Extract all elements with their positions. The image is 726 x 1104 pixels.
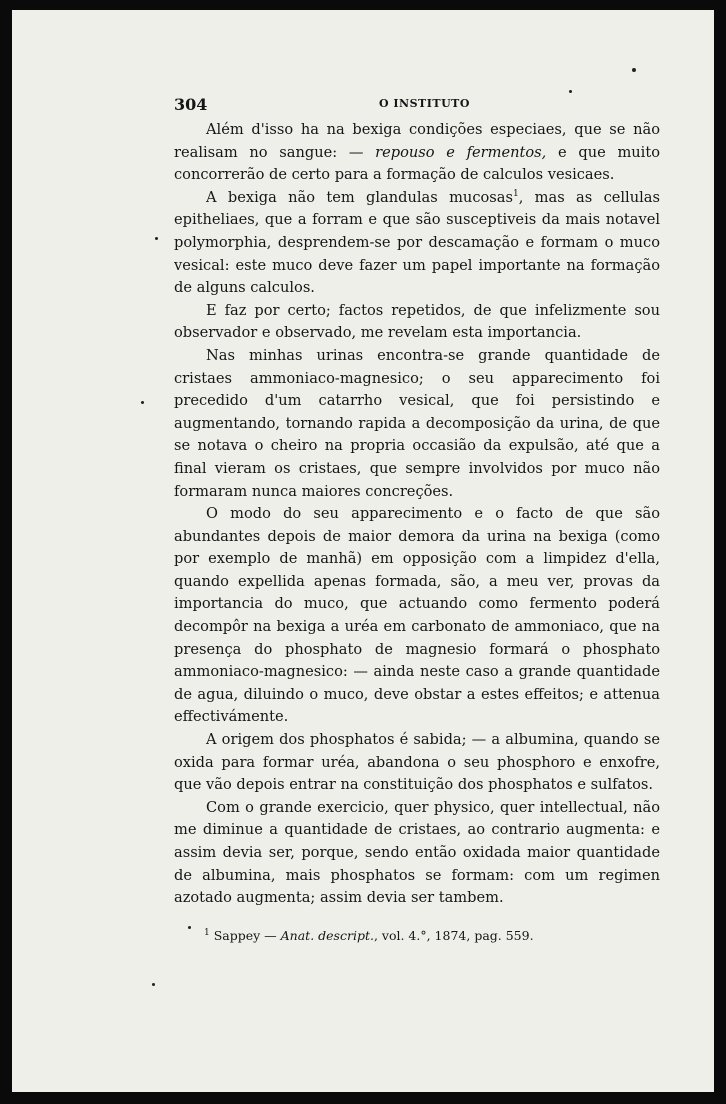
ink-speck (152, 983, 155, 986)
footnote-reference: 1 (512, 188, 519, 199)
paragraph: Além d'isso ha na bexiga condições especiaes, que se não realisam no sangue: — repouso e fermentos, e que muito concorrerão de certo para a formação de calculos vesicaes. (174, 121, 660, 184)
ink-speck (155, 237, 158, 240)
page-number: 304 (174, 95, 208, 114)
footnote-work: Anat. descript. (280, 927, 374, 943)
journal-title: O INSTITUTO (379, 97, 470, 110)
paragraph: Nas minhas urinas encontra-se grande quantidade de cristaes ammoniaco-magnesico; o seu apparecimento foi precedido d'um catarrho vesical, que foi persistindo e augmentando, tornando rapida a decomposição da urina, de que se notava o cheiro na propria occasião da expulsão, até que a final vieram os cristaes, que sempre involvidos por muco não formaram nunca maiores concreções. (174, 346, 660, 500)
paragraph: A origem dos phosphatos é sabida; — a albumina, quando se oxida para formar uréa, abandona o seu phosphoro e enxofre, que vão depois entrar na constituição dos phosphatos e sulfatos. (174, 731, 660, 794)
ink-speck (632, 68, 636, 72)
page-content (174, 95, 660, 944)
footnote-details: , vol. 4.°, 1874, pag. 559. (373, 927, 534, 943)
paragraph: Com o grande exercicio, quer physico, quer intellectual, não me diminue a quantidade de cristaes, ao contrario augmenta: e assim devia ser, porque, sendo então oxidada maior quantidade de albumina, mais phosphatos se formam: com um regimen azotado augmenta; assim devia ser tambem. (174, 798, 660, 907)
emphasis-text: repouso e fermentos, (375, 143, 547, 161)
paragraph: A bexiga não tem glandulas mucosas$^1$, mas as cellulas epitheliaes, que a forram e que são susceptiveis da mais notavel polymorphia, desprendem-se por descamação e formam o muco vesical: este muco deve fazer um papel importante na formação de alguns calculos. (174, 188, 660, 297)
paragraph: E faz por certo; factos repetidos, de que infelizmente sou observador e observado, me revelam esta importancia. (174, 301, 660, 342)
running-head (174, 95, 660, 119)
paragraph: O modo do seu apparecimento e o facto de que são abundantes depois de maior demora da urina na bexiga (como por exemplo de manhã) em opposição com a limpidez d'ella, quando expellida apenas formada, são, a meu ver, provas da importancia do muco, que actuando como fermento poderá decompôr na bexiga a uréa em carbonato de ammoniaco, que na presença do phosphato de magnesio formará o phosphato ammoniaco-magnesico: — ainda neste caso a grande quantidade de agua, diluindo o muco, deve obstar a estes effeitos; e attenua effectivámente. (174, 505, 660, 726)
scanned-page (12, 10, 714, 1092)
ink-speck (569, 90, 572, 93)
footnote-author: Sappey — (213, 927, 281, 943)
footnote-marker: 1 (204, 927, 210, 938)
ink-speck (141, 401, 144, 404)
footnote (174, 928, 660, 944)
